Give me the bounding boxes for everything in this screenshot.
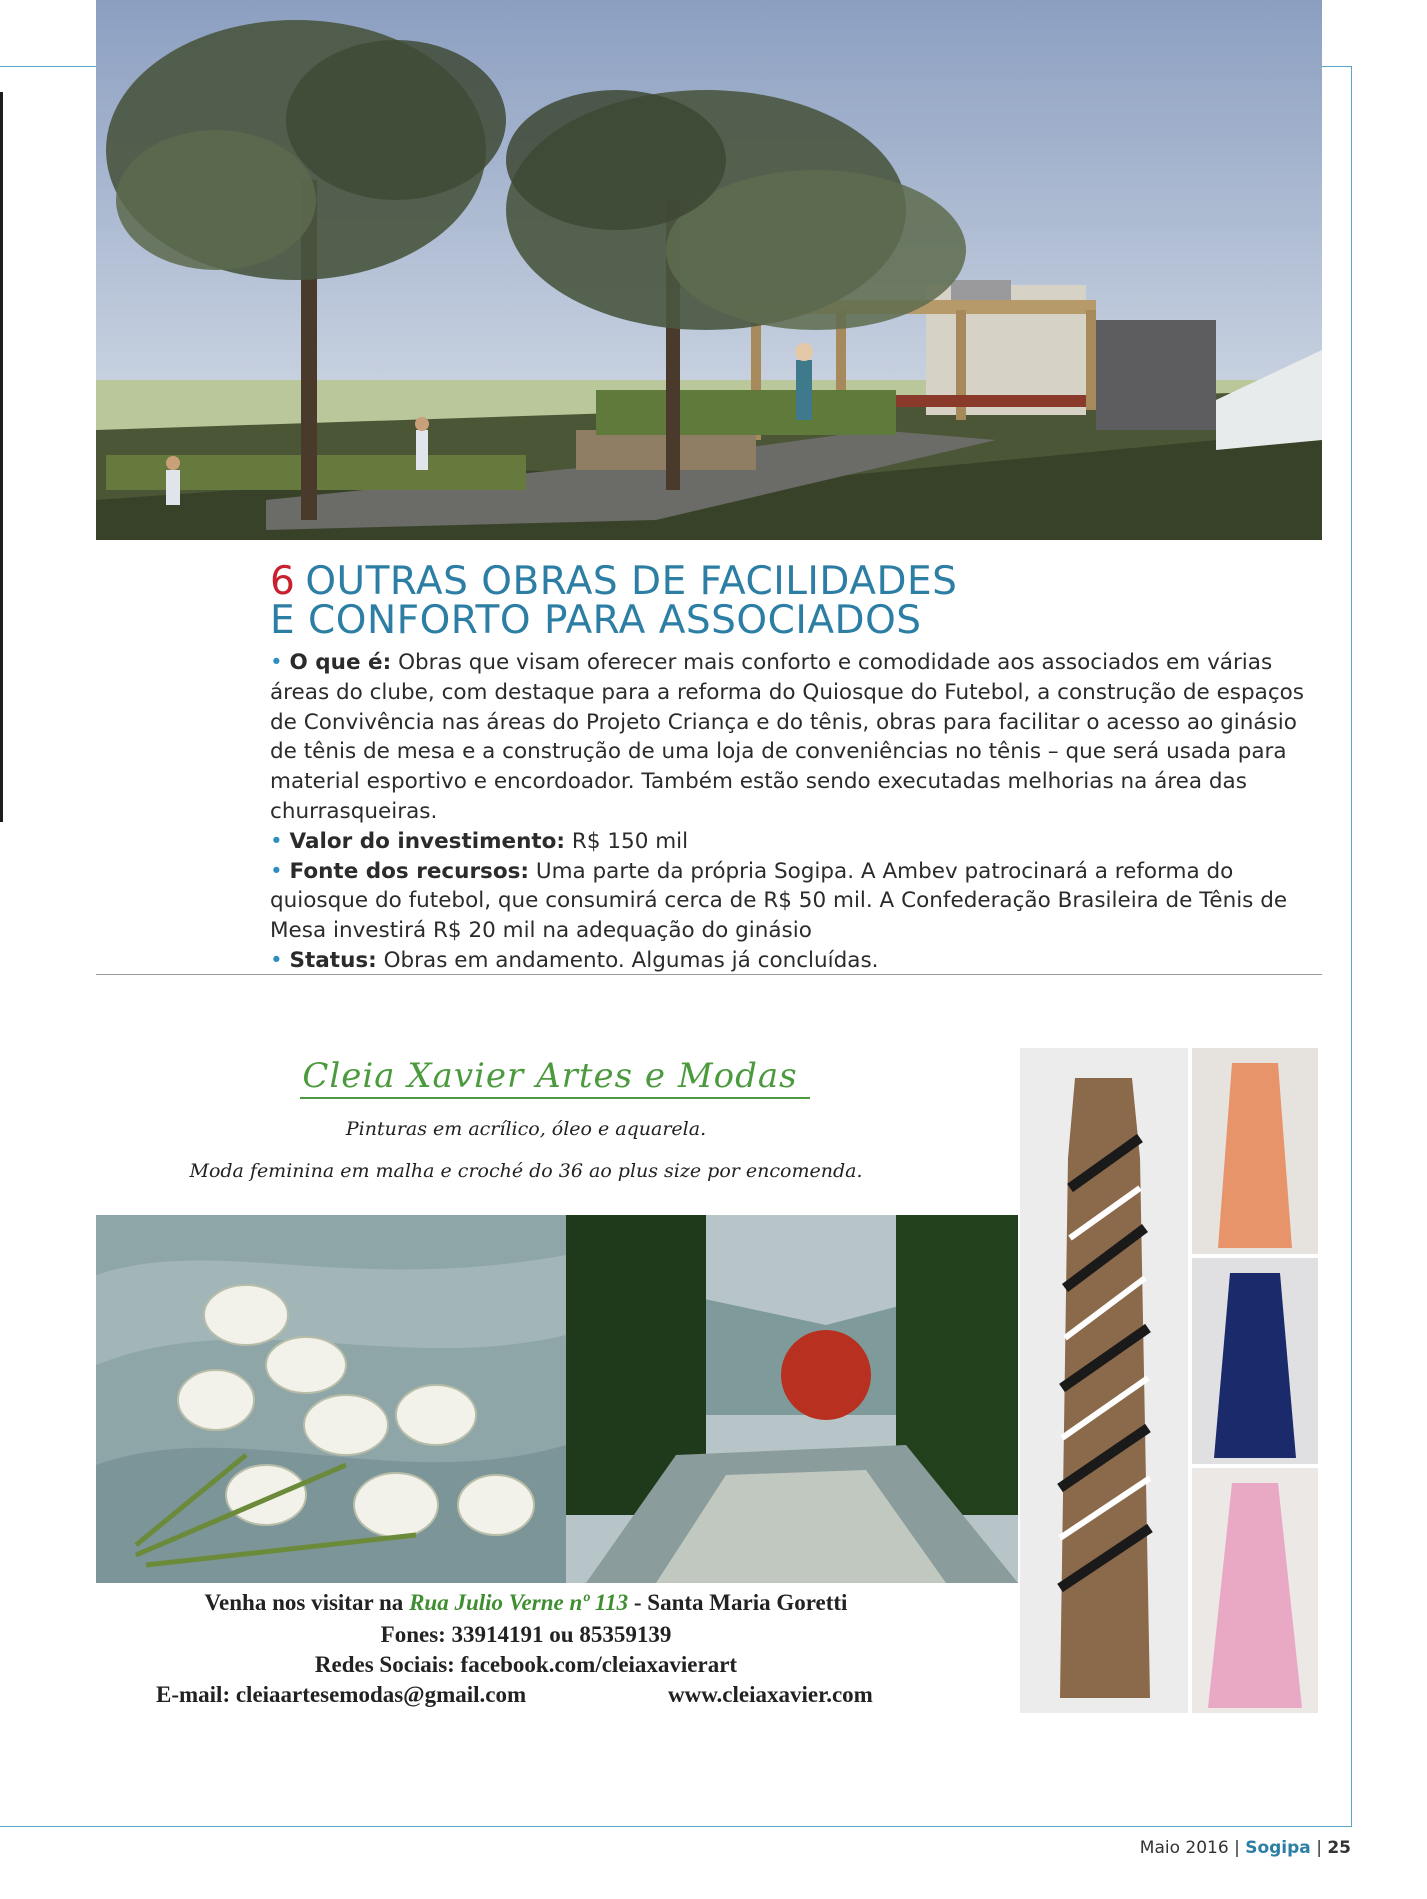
ad-visit-line [96, 1590, 956, 1616]
visit-prefix: Venha nos visitar na [204, 1590, 410, 1615]
article-body [270, 648, 1310, 976]
investment-text: R$ 150 mil [565, 828, 689, 854]
ad-contact-line [96, 1682, 956, 1708]
ad-title-underline [300, 1097, 810, 1099]
status-text: Obras em andamento. Algumas já concluídas. [376, 947, 879, 973]
page-edge-bar [0, 92, 3, 822]
ad-email: E-mail: cleiaartesemodas@gmail.com [156, 1682, 527, 1707]
ad-social: Redes Sociais: facebook.com/cleiaxavierart [314, 1652, 738, 1677]
ad-phones: Fones: 33914191 ou 85359139 [380, 1622, 672, 1647]
article-section [270, 559, 1310, 976]
pink-crochet-dress-image [1192, 1468, 1318, 1674]
kiosk-rendering-image [96, 0, 1322, 540]
status-paragraph [270, 946, 1310, 976]
orange-crochet-dress-image [1192, 1048, 1318, 1254]
bullet-icon: • [270, 650, 283, 675]
investment-label: Valor do investimento: [289, 828, 566, 854]
title-line-1: OUTRAS OBRAS DE FACILIDADES [305, 559, 958, 604]
ad-tagline-fashion: Moda feminina em malha e croché do 36 ao plus size por encomenda. [189, 1160, 863, 1182]
footer-separator: | [1234, 1838, 1240, 1858]
what-paragraph [270, 648, 1310, 827]
section-number: 6 [270, 559, 296, 604]
river-landscape-painting-image [566, 1215, 1018, 1583]
title-line-2: E CONFORTO PARA ASSOCIADOS [270, 598, 922, 643]
section-divider [96, 974, 1322, 975]
ad-website: www.cleiaxavier.com [668, 1682, 873, 1707]
page-frame-bottom [0, 1826, 1352, 1827]
page-footer [1140, 1838, 1351, 1858]
ad-title: Cleia Xavier Artes e Modas [302, 1056, 798, 1096]
page-number: 25 [1327, 1838, 1351, 1858]
what-label: O que é: [289, 650, 392, 675]
what-text: Obras que visam oferecer mais conforto e comodidade aos associados em várias áreas do clube, com destaque para a reforma do Quiosque do Futebol, a construção de espaços de Convivência nas áreas do Projeto Criança e do tênis, obras para facilitar o acesso ao ginásio de tênis de mesa e a construção de uma loja de conveniências no tênis – que será usada para material esportivo e encordoador. Também estão sendo executadas melhorias na área das churrasqueiras. [270, 650, 1304, 824]
footer-publication: Sogipa [1245, 1838, 1311, 1858]
visit-suffix: - Santa Maria Goretti [628, 1590, 848, 1615]
footer-month: Maio 2016 [1139, 1838, 1229, 1858]
ad-address: Rua Julio Verne nº 113 [409, 1590, 629, 1615]
funding-text: Uma parte da própria Sogipa. A Ambev patrocinará a reforma do quiosque do futebol, que consumirá cerca de R$ 50 mil. A Confederação Brasileira de Tênis de Mesa investirá R$ 20 mil na adequação do ginásio [270, 858, 1288, 944]
investment-paragraph [270, 827, 1310, 857]
navy-dress-image [1192, 1258, 1318, 1464]
article-heading [270, 559, 1310, 643]
page-frame-right [1351, 66, 1352, 1826]
funding-paragraph [270, 857, 1310, 946]
status-label: Status: [289, 947, 377, 973]
bullet-icon: • [270, 828, 283, 854]
ad-tagline-paintings: Pinturas em acrílico, óleo e aquarela. [345, 1118, 707, 1140]
calla-lilies-painting-image [96, 1215, 566, 1583]
animal-print-dress-image [1020, 1048, 1188, 1713]
bullet-icon: • [270, 947, 283, 973]
bullet-icon: • [270, 858, 283, 884]
funding-label: Fonte dos recursos: [289, 858, 530, 884]
footer-separator: | [1316, 1838, 1322, 1858]
